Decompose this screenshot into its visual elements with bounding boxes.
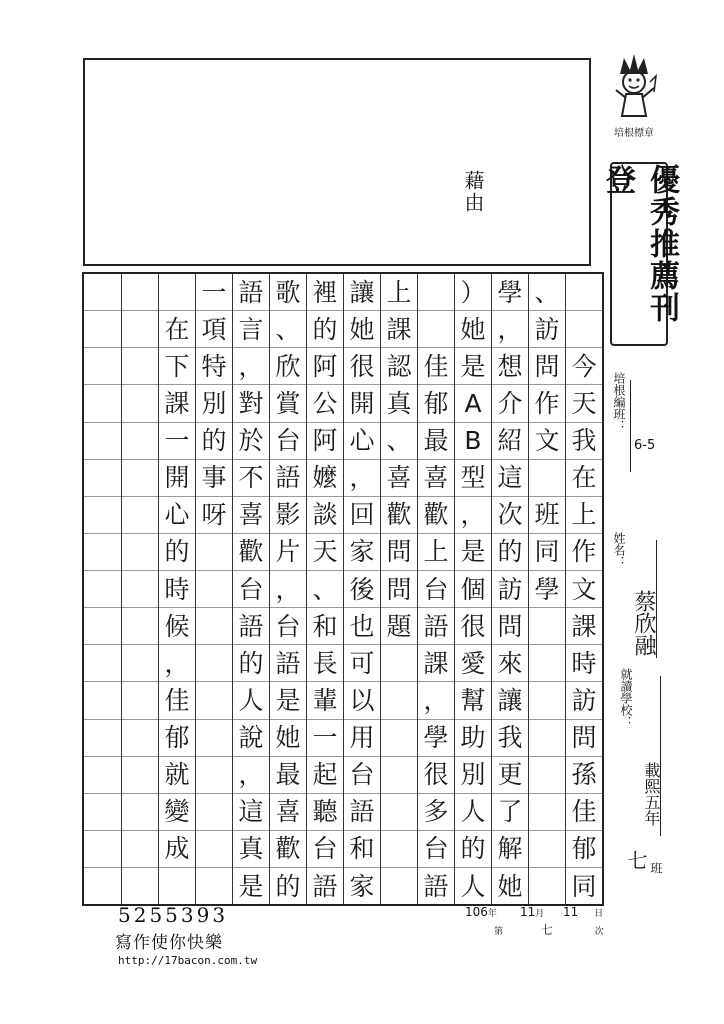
grid-cell	[196, 831, 232, 868]
grid-cell: 是	[238, 871, 264, 901]
grid-cell: 在	[159, 311, 195, 348]
grid-cell: ，	[270, 571, 306, 608]
grid-cell: 郁	[566, 831, 602, 868]
grid-cell	[381, 720, 417, 757]
grid-cell	[84, 385, 121, 422]
grid-cell	[381, 682, 417, 719]
grid-cell: 問	[381, 534, 417, 571]
school-value: 載熙五年	[642, 762, 661, 826]
grid-cell	[529, 460, 565, 497]
grid-cell: 是	[455, 534, 491, 571]
grid-cell	[196, 645, 232, 682]
grid-cell: 用	[344, 720, 380, 757]
grid-cell: 的	[233, 645, 269, 682]
grid-cell: 一	[196, 274, 232, 311]
grid-cell: ，	[233, 348, 269, 385]
grid-cell: 上	[381, 274, 417, 311]
grid-column	[121, 274, 158, 904]
grid-cell: A	[455, 385, 491, 422]
grid-cell: 作	[529, 385, 565, 422]
grid-cell: 一	[307, 720, 343, 757]
grid-cell: 很	[418, 757, 454, 794]
footer-code: 5255393	[118, 903, 229, 927]
grid-cell: 的	[492, 534, 528, 571]
grid-cell: 我	[566, 423, 602, 460]
grid-cell: 時	[566, 645, 602, 682]
recommend-stamp	[600, 162, 679, 346]
grid-cell: 歌	[270, 274, 306, 311]
grid-cell: 她	[497, 871, 523, 901]
class-value: 6-5	[634, 438, 656, 453]
date-day-value: 11	[563, 905, 579, 919]
grid-column	[491, 274, 528, 904]
grid-cell: 和	[344, 831, 380, 868]
grid-cell: 對	[233, 385, 269, 422]
grid-cell: 談	[307, 497, 343, 534]
grid-cell: 語	[312, 871, 338, 901]
grid-cell: 問	[566, 720, 602, 757]
name-label: 姓名：	[612, 532, 626, 568]
grid-cell: 天	[307, 534, 343, 571]
grid-cell	[381, 645, 417, 682]
grid-cell: 是	[270, 682, 306, 719]
grid-cell: 讓	[344, 274, 380, 311]
grid-cell: 喜	[381, 460, 417, 497]
grid-cell	[122, 497, 158, 534]
grid-cell	[84, 868, 121, 904]
recommend-stamp-text: 優秀推薦刊登	[600, 164, 679, 324]
mascot-logo-icon	[606, 52, 662, 122]
grid-cell: 言	[233, 311, 269, 348]
grid-cell: 問	[381, 571, 417, 608]
grid-cell: 喜	[270, 794, 306, 831]
grid-cell: 嬤	[307, 460, 343, 497]
grid-cell: 別	[455, 757, 491, 794]
date-day-label: 日	[594, 909, 604, 919]
grid-cell: 可	[344, 645, 380, 682]
grid-cell	[122, 608, 158, 645]
grid-cell	[84, 460, 121, 497]
grid-cell: 喜	[418, 460, 454, 497]
grid-cell: 長	[307, 645, 343, 682]
grid-cell	[381, 757, 417, 794]
grid-cell: 班	[529, 497, 565, 534]
grid-cell: 是	[455, 348, 491, 385]
grid-cell: 題	[381, 608, 417, 645]
date-year	[465, 905, 497, 919]
grid-cell	[418, 311, 454, 348]
grid-cell: 台	[418, 571, 454, 608]
grid-cell	[529, 645, 565, 682]
grid-cell: 歡	[233, 534, 269, 571]
grid-cell: 的	[307, 311, 343, 348]
grid-column	[232, 274, 269, 904]
date-seq-value: 七	[540, 923, 553, 937]
grid-cell: 阿	[307, 348, 343, 385]
grid-cell	[122, 645, 158, 682]
grid-cell: 歡	[381, 497, 417, 534]
grid-cell: 課	[381, 311, 417, 348]
grid-cell	[84, 608, 121, 645]
grid-cell: 台	[344, 757, 380, 794]
grid-cell: 語	[344, 794, 380, 831]
date-seq-label: 次	[594, 927, 604, 937]
grid-cell: 候	[159, 608, 195, 645]
grid-cell: 的	[455, 831, 491, 868]
grid-cell	[122, 460, 158, 497]
grid-cell: 台	[270, 423, 306, 460]
grid-cell: 後	[344, 571, 380, 608]
grid-cell: 作	[566, 534, 602, 571]
grid-cell: 助	[455, 720, 491, 757]
grid-cell: 歡	[270, 831, 306, 868]
grid-cell: 、	[270, 311, 306, 348]
grid-column	[565, 274, 602, 904]
grid-cell: 介	[492, 385, 528, 422]
grid-cell	[122, 571, 158, 608]
grid-cell: 文	[529, 423, 565, 460]
grid-cell: 和	[307, 608, 343, 645]
grid-cell	[196, 720, 232, 757]
grid-cell: 來	[492, 645, 528, 682]
grid-cell: 影	[270, 497, 306, 534]
grid-cell: 、	[307, 571, 343, 608]
grid-cell: 很	[344, 348, 380, 385]
grid-cell: 語	[233, 274, 269, 311]
grid-cell: 人	[460, 871, 486, 901]
grid-cell: 了	[492, 794, 528, 831]
grid-cell: 家	[344, 534, 380, 571]
grid-cell: 佳	[566, 794, 602, 831]
grid-cell: 課	[159, 385, 195, 422]
grid-cell: 讓	[492, 682, 528, 719]
grid-cell: 台	[270, 608, 306, 645]
grid-cell	[159, 274, 195, 311]
grid-cell	[84, 534, 121, 571]
grid-cell: 課	[566, 608, 602, 645]
grid-cell: 課	[418, 645, 454, 682]
grid-cell	[84, 682, 121, 719]
grid-cell: 幫	[455, 682, 491, 719]
grid-cell: 裡	[307, 274, 343, 311]
grid-cell: 個	[455, 571, 491, 608]
grid-column	[343, 274, 380, 904]
manuscript-grid	[82, 272, 604, 906]
grid-cell	[122, 831, 158, 868]
grid-cell: 真	[233, 831, 269, 868]
grid-cell	[122, 757, 158, 794]
grid-cell: 我	[492, 720, 528, 757]
grid-cell: 這	[492, 460, 528, 497]
grid-cell: 解	[492, 831, 528, 868]
grid-cell	[418, 274, 454, 311]
grid-cell	[84, 311, 121, 348]
date-month	[520, 905, 544, 919]
grid-cell	[196, 757, 232, 794]
date-year-label: 年	[487, 909, 497, 919]
grid-cell: 文	[566, 571, 602, 608]
grid-cell	[122, 794, 158, 831]
grid-cell: 的	[196, 423, 232, 460]
grid-cell	[196, 794, 232, 831]
grid-cell	[84, 645, 121, 682]
grid-cell: 語	[418, 608, 454, 645]
date-month-label: 月	[535, 909, 545, 919]
grid-cell: 成	[159, 831, 195, 868]
grid-cell	[84, 831, 121, 868]
grid-cell	[84, 720, 121, 757]
grid-cell: 同	[529, 534, 565, 571]
grid-cell: 型	[455, 460, 491, 497]
grid-cell: 一	[159, 423, 195, 460]
grid-cell: 同	[571, 871, 597, 901]
grid-cell	[84, 423, 121, 460]
grid-cell: 訪	[529, 311, 565, 348]
grid-cell	[122, 423, 158, 460]
grid-cell: 這	[233, 794, 269, 831]
grid-cell: 問	[529, 348, 565, 385]
date-day	[563, 905, 603, 919]
grid-cell: 學	[418, 720, 454, 757]
grid-cell: ，	[492, 311, 528, 348]
grid-cell: 最	[418, 423, 454, 460]
grid-cell	[529, 794, 565, 831]
grid-cell	[529, 868, 565, 904]
grid-cell: 呀	[196, 497, 232, 534]
grid-cell: 很	[455, 608, 491, 645]
grid-cell: 孫	[566, 757, 602, 794]
school-underline	[660, 676, 661, 836]
grid-cell: 歡	[418, 497, 454, 534]
grid-cell: ，	[233, 757, 269, 794]
grid-cell: 不	[233, 460, 269, 497]
grid-cell	[529, 831, 565, 868]
grid-cell: 天	[566, 385, 602, 422]
grid-cell: 阿	[307, 423, 343, 460]
grid-cell: 喜	[233, 497, 269, 534]
grid-column	[306, 274, 343, 904]
grid-cell: 訪	[492, 571, 528, 608]
grid-cell: 的	[159, 534, 195, 571]
grid-cell: 特	[196, 348, 232, 385]
grid-cell: 人	[233, 682, 269, 719]
name-underline	[656, 540, 657, 658]
grid-column	[528, 274, 565, 904]
grid-cell	[122, 348, 158, 385]
grid-cell: 賞	[270, 385, 306, 422]
grid-cell: 台	[307, 831, 343, 868]
grid-cell	[122, 385, 158, 422]
grid-cell	[84, 497, 121, 534]
grid-cell: 項	[196, 311, 232, 348]
class-underline	[630, 380, 631, 472]
footer-url: http://17bacon.com.tw	[118, 954, 258, 967]
grid-cell: 學	[492, 274, 528, 311]
grid-cell: 上	[418, 534, 454, 571]
grid-cell: 愛	[455, 645, 491, 682]
class-number: 七	[624, 850, 648, 870]
grid-cell: 紹	[492, 423, 528, 460]
grid-cell: 佳	[159, 682, 195, 719]
grid-cell: 、	[381, 423, 417, 460]
grid-cell: 在	[566, 460, 602, 497]
grid-cell	[122, 311, 158, 348]
grid-cell: 心	[344, 423, 380, 460]
grid-column	[417, 274, 454, 904]
date-seq-prefix: 第	[494, 927, 504, 937]
grid-cell: 人	[455, 794, 491, 831]
logo-caption: 培根標章	[614, 128, 654, 139]
class-suffix: 班	[649, 862, 663, 874]
grid-cell: 台	[418, 831, 454, 868]
grid-cell: ，	[344, 460, 380, 497]
grid-cell: 想	[492, 348, 528, 385]
grid-cell: 郁	[159, 720, 195, 757]
grid-cell: 訪	[566, 682, 602, 719]
grid-cell: 開	[159, 460, 195, 497]
grid-cell: 更	[492, 757, 528, 794]
grid-cell: 公	[307, 385, 343, 422]
grid-cell: 真	[381, 385, 417, 422]
grid-cell: 事	[196, 460, 232, 497]
grid-cell	[122, 868, 158, 904]
class-label: 培根編班：	[612, 372, 626, 432]
grid-cell	[122, 682, 158, 719]
footer-slogan: 寫作使你快樂	[115, 933, 223, 953]
grid-cell	[381, 868, 417, 904]
date-seq	[494, 921, 604, 938]
grid-cell: 學	[529, 571, 565, 608]
grid-cell	[529, 608, 565, 645]
grid-cell: 也	[344, 608, 380, 645]
grid-cell: 的	[275, 871, 301, 901]
grid-cell	[122, 534, 158, 571]
grid-cell: 次	[492, 497, 528, 534]
grid-column	[158, 274, 195, 904]
grid-cell	[529, 682, 565, 719]
grid-cell: 語	[270, 645, 306, 682]
grid-cell: 欣	[270, 348, 306, 385]
grid-cell	[122, 274, 158, 311]
grid-cell: 她	[344, 311, 380, 348]
teacher-comment-box	[83, 58, 591, 266]
grid-cell: 認	[381, 348, 417, 385]
grid-column	[195, 274, 232, 904]
grid-column	[269, 274, 306, 904]
grid-cell	[84, 571, 121, 608]
grid-cell: 郁	[418, 385, 454, 422]
grid-cell: 於	[233, 423, 269, 460]
grid-cell	[196, 534, 232, 571]
grid-cell: 聽	[307, 794, 343, 831]
date-month-value: 11	[520, 905, 536, 919]
grid-cell	[196, 868, 232, 904]
teacher-comment-text: 藉由	[461, 170, 485, 214]
grid-cell	[196, 571, 232, 608]
grid-cell: 開	[344, 385, 380, 422]
grid-cell	[196, 608, 232, 645]
grid-cell	[84, 794, 121, 831]
name-value: 蔡欣融	[631, 590, 656, 656]
grid-cell: 今	[566, 348, 602, 385]
grid-cell: 多	[418, 794, 454, 831]
grid-cell: B	[455, 423, 491, 460]
grid-cell: 起	[307, 757, 343, 794]
grid-cell: 最	[270, 757, 306, 794]
grid-cell: ）	[455, 274, 491, 311]
grid-cell: 上	[566, 497, 602, 534]
grid-cell: 語	[423, 871, 449, 901]
grid-column	[84, 274, 121, 904]
grid-cell	[84, 348, 121, 385]
grid-column	[380, 274, 417, 904]
grid-cell: 台	[233, 571, 269, 608]
grid-cell: 以	[344, 682, 380, 719]
grid-cell: 別	[196, 385, 232, 422]
grid-cell: 家	[349, 871, 375, 901]
grid-cell	[196, 682, 232, 719]
grid-cell	[381, 831, 417, 868]
grid-cell	[381, 794, 417, 831]
grid-cell: 下	[159, 348, 195, 385]
grid-cell	[529, 720, 565, 757]
grid-column	[454, 274, 491, 904]
grid-cell	[529, 757, 565, 794]
grid-cell: ，	[159, 645, 195, 682]
grid-cell	[159, 868, 195, 904]
grid-cell: 她	[455, 311, 491, 348]
school-label: 就讀學校：	[619, 668, 633, 728]
grid-cell: ，	[455, 497, 491, 534]
grid-cell: 說	[233, 720, 269, 757]
grid-cell: 回	[344, 497, 380, 534]
grid-cell: 時	[159, 571, 195, 608]
grid-cell: 輩	[307, 682, 343, 719]
grid-cell: 、	[529, 274, 565, 311]
grid-cell: 語	[233, 608, 269, 645]
grid-cell: 片	[270, 534, 306, 571]
grid-cell: 她	[270, 720, 306, 757]
grid-cell: 佳	[418, 348, 454, 385]
grid-cell: 語	[270, 460, 306, 497]
grid-cell	[84, 274, 121, 311]
grid-cell: ，	[418, 682, 454, 719]
grid-cell: 問	[492, 608, 528, 645]
grid-cell: 就	[159, 757, 195, 794]
grid-cell: 心	[159, 497, 195, 534]
date-year-value: 106	[465, 905, 488, 919]
grid-cell	[122, 720, 158, 757]
grid-cell: 變	[159, 794, 195, 831]
grid-cell	[84, 757, 121, 794]
